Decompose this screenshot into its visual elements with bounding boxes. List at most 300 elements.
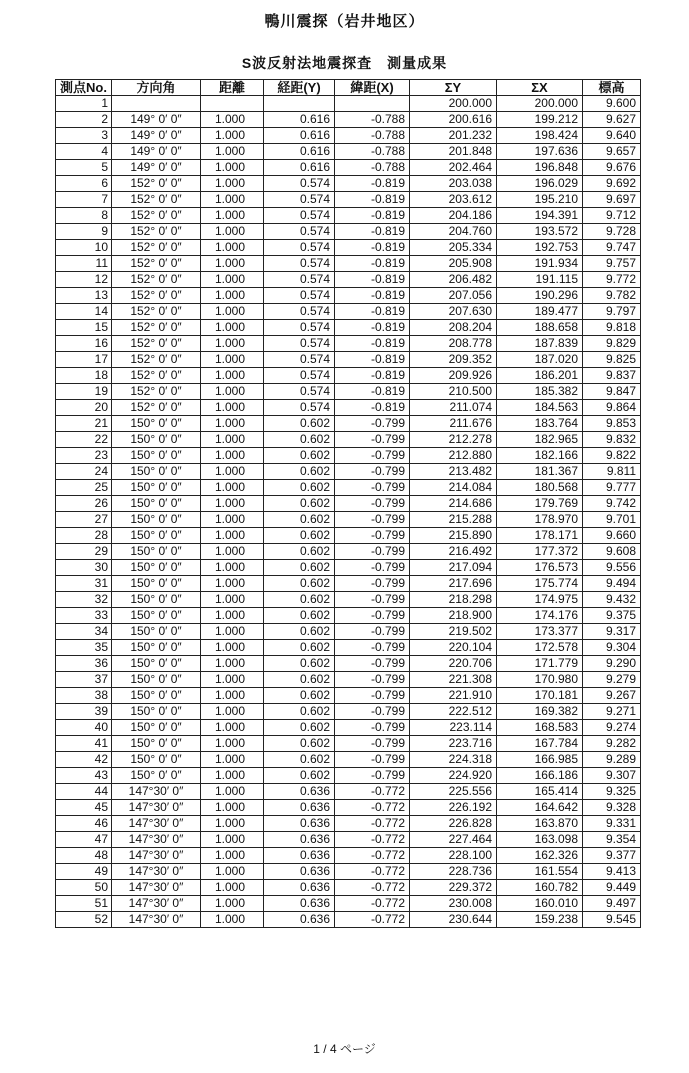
distance-cell: 1.000 (201, 208, 264, 224)
sum-x-cell: 194.391 (497, 208, 583, 224)
sum-y-cell: 221.910 (410, 688, 497, 704)
sum-y-cell: 208.778 (410, 336, 497, 352)
latitude-x-cell: -0.819 (335, 368, 410, 384)
latitude-x-cell: -0.772 (335, 848, 410, 864)
departure-y-cell: 0.636 (264, 832, 335, 848)
bearing-cell: 149° 0′ 0″ (112, 128, 201, 144)
bearing-cell: 152° 0′ 0″ (112, 288, 201, 304)
table-row (56, 416, 641, 432)
station-no-cell: 2 (56, 112, 112, 128)
table-row (56, 288, 641, 304)
bearing-cell: 152° 0′ 0″ (112, 208, 201, 224)
latitude-x-cell: -0.772 (335, 800, 410, 816)
distance-cell: 1.000 (201, 448, 264, 464)
sum-x-cell: 191.934 (497, 256, 583, 272)
sum-y-cell: 223.716 (410, 736, 497, 752)
header-elevation: 標高 (583, 80, 641, 96)
distance-cell: 1.000 (201, 880, 264, 896)
station-no-cell: 49 (56, 864, 112, 880)
departure-y-cell: 0.602 (264, 640, 335, 656)
bearing-cell: 149° 0′ 0″ (112, 160, 201, 176)
bearing-cell: 147°30′ 0″ (112, 800, 201, 816)
document-title: 鴨川震探（岩井地区） (264, 13, 425, 30)
table-row (56, 672, 641, 688)
sum-x-cell: 187.020 (497, 352, 583, 368)
sum-x-cell: 181.367 (497, 464, 583, 480)
departure-y-cell: 0.574 (264, 336, 335, 352)
latitude-x-cell: -0.799 (335, 640, 410, 656)
sum-x-cell: 190.296 (497, 288, 583, 304)
distance-cell: 1.000 (201, 224, 264, 240)
sum-x-cell: 171.779 (497, 656, 583, 672)
sum-x-cell: 198.424 (497, 128, 583, 144)
sum-y-cell: 220.706 (410, 656, 497, 672)
departure-y-cell: 0.616 (264, 112, 335, 128)
sum-x-cell: 177.372 (497, 544, 583, 560)
elevation-cell: 9.742 (583, 496, 641, 512)
sum-y-cell: 215.288 (410, 512, 497, 528)
departure-y-cell: 0.616 (264, 144, 335, 160)
sum-x-cell: 180.568 (497, 480, 583, 496)
sum-x-cell: 178.970 (497, 512, 583, 528)
bearing-cell: 150° 0′ 0″ (112, 592, 201, 608)
elevation-cell: 9.640 (583, 128, 641, 144)
station-no-cell: 43 (56, 768, 112, 784)
table-row (56, 480, 641, 496)
elevation-cell: 9.864 (583, 400, 641, 416)
station-no-cell: 44 (56, 784, 112, 800)
table-row (56, 176, 641, 192)
station-no-cell: 38 (56, 688, 112, 704)
sum-x-cell: 165.414 (497, 784, 583, 800)
bearing-cell: 150° 0′ 0″ (112, 496, 201, 512)
elevation-cell: 9.822 (583, 448, 641, 464)
sum-y-cell: 218.298 (410, 592, 497, 608)
station-no-cell: 39 (56, 704, 112, 720)
latitude-x-cell: -0.799 (335, 432, 410, 448)
table-row (56, 800, 641, 816)
sum-x-cell: 188.658 (497, 320, 583, 336)
table-row (56, 112, 641, 128)
sum-x-cell: 167.784 (497, 736, 583, 752)
departure-y-cell: 0.602 (264, 656, 335, 672)
sum-y-cell: 214.686 (410, 496, 497, 512)
departure-y-cell: 0.602 (264, 736, 335, 752)
sum-y-cell: 201.232 (410, 128, 497, 144)
departure-y-cell: 0.602 (264, 688, 335, 704)
bearing-cell: 152° 0′ 0″ (112, 384, 201, 400)
distance-cell: 1.000 (201, 144, 264, 160)
bearing-cell: 147°30′ 0″ (112, 896, 201, 912)
sum-y-cell: 221.308 (410, 672, 497, 688)
distance-cell: 1.000 (201, 592, 264, 608)
departure-y-cell: 0.602 (264, 608, 335, 624)
distance-cell: 1.000 (201, 288, 264, 304)
table-row (56, 704, 641, 720)
departure-y-cell: 0.574 (264, 320, 335, 336)
table-row (56, 736, 641, 752)
sum-y-cell: 215.890 (410, 528, 497, 544)
bearing-cell: 150° 0′ 0″ (112, 640, 201, 656)
distance-cell: 1.000 (201, 896, 264, 912)
station-no-cell: 52 (56, 912, 112, 928)
bearing-cell: 147°30′ 0″ (112, 816, 201, 832)
station-no-cell: 32 (56, 592, 112, 608)
latitude-x-cell: -0.799 (335, 528, 410, 544)
table-row (56, 816, 641, 832)
distance-cell: 1.000 (201, 672, 264, 688)
elevation-cell: 9.545 (583, 912, 641, 928)
table-row (56, 304, 641, 320)
latitude-x-cell: -0.799 (335, 752, 410, 768)
station-no-cell: 35 (56, 640, 112, 656)
distance-cell: 1.000 (201, 544, 264, 560)
distance-cell: 1.000 (201, 368, 264, 384)
elevation-cell: 9.432 (583, 592, 641, 608)
latitude-x-cell: -0.799 (335, 624, 410, 640)
station-no-cell: 4 (56, 144, 112, 160)
latitude-x-cell: -0.819 (335, 256, 410, 272)
latitude-x-cell: -0.799 (335, 704, 410, 720)
station-no-cell: 16 (56, 336, 112, 352)
sum-y-cell: 210.500 (410, 384, 497, 400)
bearing-cell: 149° 0′ 0″ (112, 112, 201, 128)
elevation-cell: 9.701 (583, 512, 641, 528)
latitude-x-cell: -0.819 (335, 224, 410, 240)
departure-y-cell: 0.574 (264, 256, 335, 272)
sum-x-cell: 185.382 (497, 384, 583, 400)
bearing-cell: 150° 0′ 0″ (112, 608, 201, 624)
elevation-cell: 9.354 (583, 832, 641, 848)
station-no-cell: 28 (56, 528, 112, 544)
bearing-cell: 150° 0′ 0″ (112, 432, 201, 448)
distance-cell: 1.000 (201, 384, 264, 400)
departure-y-cell: 0.602 (264, 432, 335, 448)
bearing-cell: 147°30′ 0″ (112, 880, 201, 896)
table-row (56, 448, 641, 464)
bearing-cell: 152° 0′ 0″ (112, 400, 201, 416)
bearing-cell: 150° 0′ 0″ (112, 624, 201, 640)
sum-x-cell: 183.764 (497, 416, 583, 432)
station-no-cell: 5 (56, 160, 112, 176)
sum-x-cell: 189.477 (497, 304, 583, 320)
station-no-cell: 47 (56, 832, 112, 848)
station-no-cell: 11 (56, 256, 112, 272)
station-no-cell: 27 (56, 512, 112, 528)
elevation-cell: 9.271 (583, 704, 641, 720)
elevation-cell: 9.304 (583, 640, 641, 656)
distance-cell: 1.000 (201, 272, 264, 288)
table-row (56, 208, 641, 224)
latitude-x-cell: -0.799 (335, 720, 410, 736)
sum-y-cell: 219.502 (410, 624, 497, 640)
sum-x-cell: 161.554 (497, 864, 583, 880)
sum-y-cell: 214.084 (410, 480, 497, 496)
station-no-cell: 17 (56, 352, 112, 368)
elevation-cell: 9.449 (583, 880, 641, 896)
latitude-x-cell: -0.772 (335, 864, 410, 880)
departure-y-cell: 0.574 (264, 288, 335, 304)
sum-x-cell: 166.186 (497, 768, 583, 784)
sum-x-cell: 200.000 (497, 96, 583, 112)
sum-y-cell: 218.900 (410, 608, 497, 624)
sum-y-cell: 220.104 (410, 640, 497, 656)
elevation-cell: 9.331 (583, 816, 641, 832)
sum-x-cell: 159.238 (497, 912, 583, 928)
sum-x-cell: 170.181 (497, 688, 583, 704)
latitude-x-cell: -0.799 (335, 608, 410, 624)
sum-y-cell: 208.204 (410, 320, 497, 336)
table-row (56, 720, 641, 736)
station-no-cell: 26 (56, 496, 112, 512)
distance-cell: 1.000 (201, 336, 264, 352)
distance-cell: 1.000 (201, 192, 264, 208)
table-row (56, 320, 641, 336)
bearing-cell: 150° 0′ 0″ (112, 736, 201, 752)
sum-x-cell: 174.176 (497, 608, 583, 624)
elevation-cell: 9.627 (583, 112, 641, 128)
elevation-cell: 9.777 (583, 480, 641, 496)
bearing-cell: 150° 0′ 0″ (112, 464, 201, 480)
departure-y-cell: 0.602 (264, 528, 335, 544)
distance-cell: 1.000 (201, 160, 264, 176)
bearing-cell: 150° 0′ 0″ (112, 544, 201, 560)
sum-y-cell: 207.630 (410, 304, 497, 320)
sum-y-cell: 227.464 (410, 832, 497, 848)
bearing-cell: 149° 0′ 0″ (112, 144, 201, 160)
table-row (56, 768, 641, 784)
table-row (56, 432, 641, 448)
station-no-cell: 8 (56, 208, 112, 224)
station-no-cell: 3 (56, 128, 112, 144)
sum-y-cell: 205.334 (410, 240, 497, 256)
departure-y-cell: 0.574 (264, 224, 335, 240)
elevation-cell: 9.600 (583, 96, 641, 112)
table-row (56, 624, 641, 640)
distance-cell: 1.000 (201, 112, 264, 128)
sum-x-cell: 173.377 (497, 624, 583, 640)
sum-x-cell: 169.382 (497, 704, 583, 720)
distance-cell: 1.000 (201, 624, 264, 640)
bearing-cell: 152° 0′ 0″ (112, 352, 201, 368)
latitude-x-cell: -0.799 (335, 560, 410, 576)
header-station-no: 測点No. (56, 80, 112, 96)
latitude-x-cell: -0.799 (335, 448, 410, 464)
latitude-x-cell: -0.819 (335, 384, 410, 400)
sum-x-cell: 184.563 (497, 400, 583, 416)
sum-y-cell: 212.278 (410, 432, 497, 448)
bearing-cell: 150° 0′ 0″ (112, 752, 201, 768)
elevation-cell: 9.307 (583, 768, 641, 784)
distance-cell: 1.000 (201, 848, 264, 864)
station-no-cell: 6 (56, 176, 112, 192)
header-distance: 距離 (201, 80, 264, 96)
distance-cell: 1.000 (201, 832, 264, 848)
bearing-cell: 150° 0′ 0″ (112, 416, 201, 432)
station-no-cell: 18 (56, 368, 112, 384)
table-row (56, 464, 641, 480)
station-no-cell: 24 (56, 464, 112, 480)
distance-cell: 1.000 (201, 816, 264, 832)
table-row (56, 848, 641, 864)
sum-y-cell: 228.100 (410, 848, 497, 864)
sum-x-cell: 196.029 (497, 176, 583, 192)
latitude-x-cell: -0.799 (335, 768, 410, 784)
latitude-x-cell (335, 96, 410, 112)
latitude-x-cell: -0.772 (335, 912, 410, 928)
distance-cell: 1.000 (201, 304, 264, 320)
elevation-cell: 9.328 (583, 800, 641, 816)
bearing-cell: 147°30′ 0″ (112, 848, 201, 864)
elevation-cell: 9.811 (583, 464, 641, 480)
distance-cell: 1.000 (201, 496, 264, 512)
latitude-x-cell: -0.788 (335, 112, 410, 128)
distance-cell: 1.000 (201, 432, 264, 448)
table-row (56, 256, 641, 272)
sum-y-cell: 200.616 (410, 112, 497, 128)
departure-y-cell: 0.602 (264, 768, 335, 784)
elevation-cell: 9.847 (583, 384, 641, 400)
sum-y-cell: 203.612 (410, 192, 497, 208)
elevation-cell: 9.829 (583, 336, 641, 352)
sum-y-cell: 202.464 (410, 160, 497, 176)
station-no-cell: 10 (56, 240, 112, 256)
table-row (56, 272, 641, 288)
elevation-cell: 9.325 (583, 784, 641, 800)
latitude-x-cell: -0.799 (335, 656, 410, 672)
distance-cell: 1.000 (201, 736, 264, 752)
sum-y-cell: 204.186 (410, 208, 497, 224)
departure-y-cell: 0.636 (264, 816, 335, 832)
sum-x-cell: 160.782 (497, 880, 583, 896)
station-no-cell: 19 (56, 384, 112, 400)
latitude-x-cell: -0.772 (335, 880, 410, 896)
header-departure-y: 経距(Y) (264, 80, 335, 96)
elevation-cell: 9.274 (583, 720, 641, 736)
latitude-x-cell: -0.799 (335, 464, 410, 480)
bearing-cell: 152° 0′ 0″ (112, 336, 201, 352)
table-row (56, 144, 641, 160)
distance-cell: 1.000 (201, 512, 264, 528)
departure-y-cell: 0.602 (264, 752, 335, 768)
station-no-cell: 37 (56, 672, 112, 688)
header-bearing: 方向角 (112, 80, 201, 96)
sum-x-cell: 199.212 (497, 112, 583, 128)
elevation-cell: 9.782 (583, 288, 641, 304)
station-no-cell: 30 (56, 560, 112, 576)
departure-y-cell: 0.616 (264, 160, 335, 176)
sum-y-cell: 211.676 (410, 416, 497, 432)
table-row (56, 192, 641, 208)
departure-y-cell: 0.602 (264, 544, 335, 560)
bearing-cell: 147°30′ 0″ (112, 912, 201, 928)
sum-y-cell: 209.926 (410, 368, 497, 384)
bearing-cell: 150° 0′ 0″ (112, 560, 201, 576)
bearing-cell: 150° 0′ 0″ (112, 528, 201, 544)
latitude-x-cell: -0.819 (335, 240, 410, 256)
station-no-cell: 34 (56, 624, 112, 640)
table-row (56, 240, 641, 256)
station-no-cell: 36 (56, 656, 112, 672)
sum-y-cell: 200.000 (410, 96, 497, 112)
station-no-cell: 40 (56, 720, 112, 736)
station-no-cell: 12 (56, 272, 112, 288)
departure-y-cell: 0.602 (264, 624, 335, 640)
distance-cell: 1.000 (201, 608, 264, 624)
departure-y-cell: 0.602 (264, 704, 335, 720)
latitude-x-cell: -0.772 (335, 896, 410, 912)
elevation-cell: 9.837 (583, 368, 641, 384)
bearing-cell: 152° 0′ 0″ (112, 304, 201, 320)
sum-x-cell: 172.578 (497, 640, 583, 656)
bearing-cell: 152° 0′ 0″ (112, 320, 201, 336)
table-row (56, 752, 641, 768)
distance-cell: 1.000 (201, 688, 264, 704)
sum-x-cell: 182.965 (497, 432, 583, 448)
distance-cell: 1.000 (201, 400, 264, 416)
distance-cell: 1.000 (201, 752, 264, 768)
departure-y-cell: 0.574 (264, 240, 335, 256)
elevation-cell: 9.282 (583, 736, 641, 752)
sum-y-cell: 224.318 (410, 752, 497, 768)
bearing-cell: 152° 0′ 0″ (112, 192, 201, 208)
bearing-cell: 152° 0′ 0″ (112, 224, 201, 240)
elevation-cell: 9.832 (583, 432, 641, 448)
header-sum-x: ΣX (497, 80, 583, 96)
station-no-cell: 13 (56, 288, 112, 304)
latitude-x-cell: -0.799 (335, 480, 410, 496)
sum-x-cell: 193.572 (497, 224, 583, 240)
table-row (56, 336, 641, 352)
sum-x-cell: 162.326 (497, 848, 583, 864)
distance-cell: 1.000 (201, 464, 264, 480)
sum-y-cell: 201.848 (410, 144, 497, 160)
latitude-x-cell: -0.819 (335, 320, 410, 336)
bearing-cell: 152° 0′ 0″ (112, 368, 201, 384)
table-row (56, 384, 641, 400)
station-no-cell: 50 (56, 880, 112, 896)
distance-cell: 1.000 (201, 480, 264, 496)
table-header-row (56, 80, 641, 96)
departure-y-cell: 0.636 (264, 864, 335, 880)
sum-y-cell: 229.372 (410, 880, 497, 896)
header-sum-y: ΣY (410, 80, 497, 96)
departure-y-cell: 0.602 (264, 464, 335, 480)
bearing-cell: 152° 0′ 0″ (112, 176, 201, 192)
table-row (56, 864, 641, 880)
latitude-x-cell: -0.788 (335, 128, 410, 144)
bearing-cell: 150° 0′ 0″ (112, 576, 201, 592)
sum-x-cell: 176.573 (497, 560, 583, 576)
bearing-cell: 150° 0′ 0″ (112, 688, 201, 704)
sum-y-cell: 222.512 (410, 704, 497, 720)
bearing-cell: 152° 0′ 0″ (112, 240, 201, 256)
station-no-cell: 23 (56, 448, 112, 464)
elevation-cell: 9.697 (583, 192, 641, 208)
bearing-cell: 147°30′ 0″ (112, 832, 201, 848)
station-no-cell: 7 (56, 192, 112, 208)
table-row (56, 912, 641, 928)
departure-y-cell: 0.574 (264, 352, 335, 368)
elevation-cell: 9.747 (583, 240, 641, 256)
sum-x-cell: 160.010 (497, 896, 583, 912)
station-no-cell: 29 (56, 544, 112, 560)
bearing-cell: 150° 0′ 0″ (112, 672, 201, 688)
station-no-cell: 48 (56, 848, 112, 864)
departure-y-cell: 0.636 (264, 912, 335, 928)
station-no-cell: 20 (56, 400, 112, 416)
latitude-x-cell: -0.819 (335, 400, 410, 416)
